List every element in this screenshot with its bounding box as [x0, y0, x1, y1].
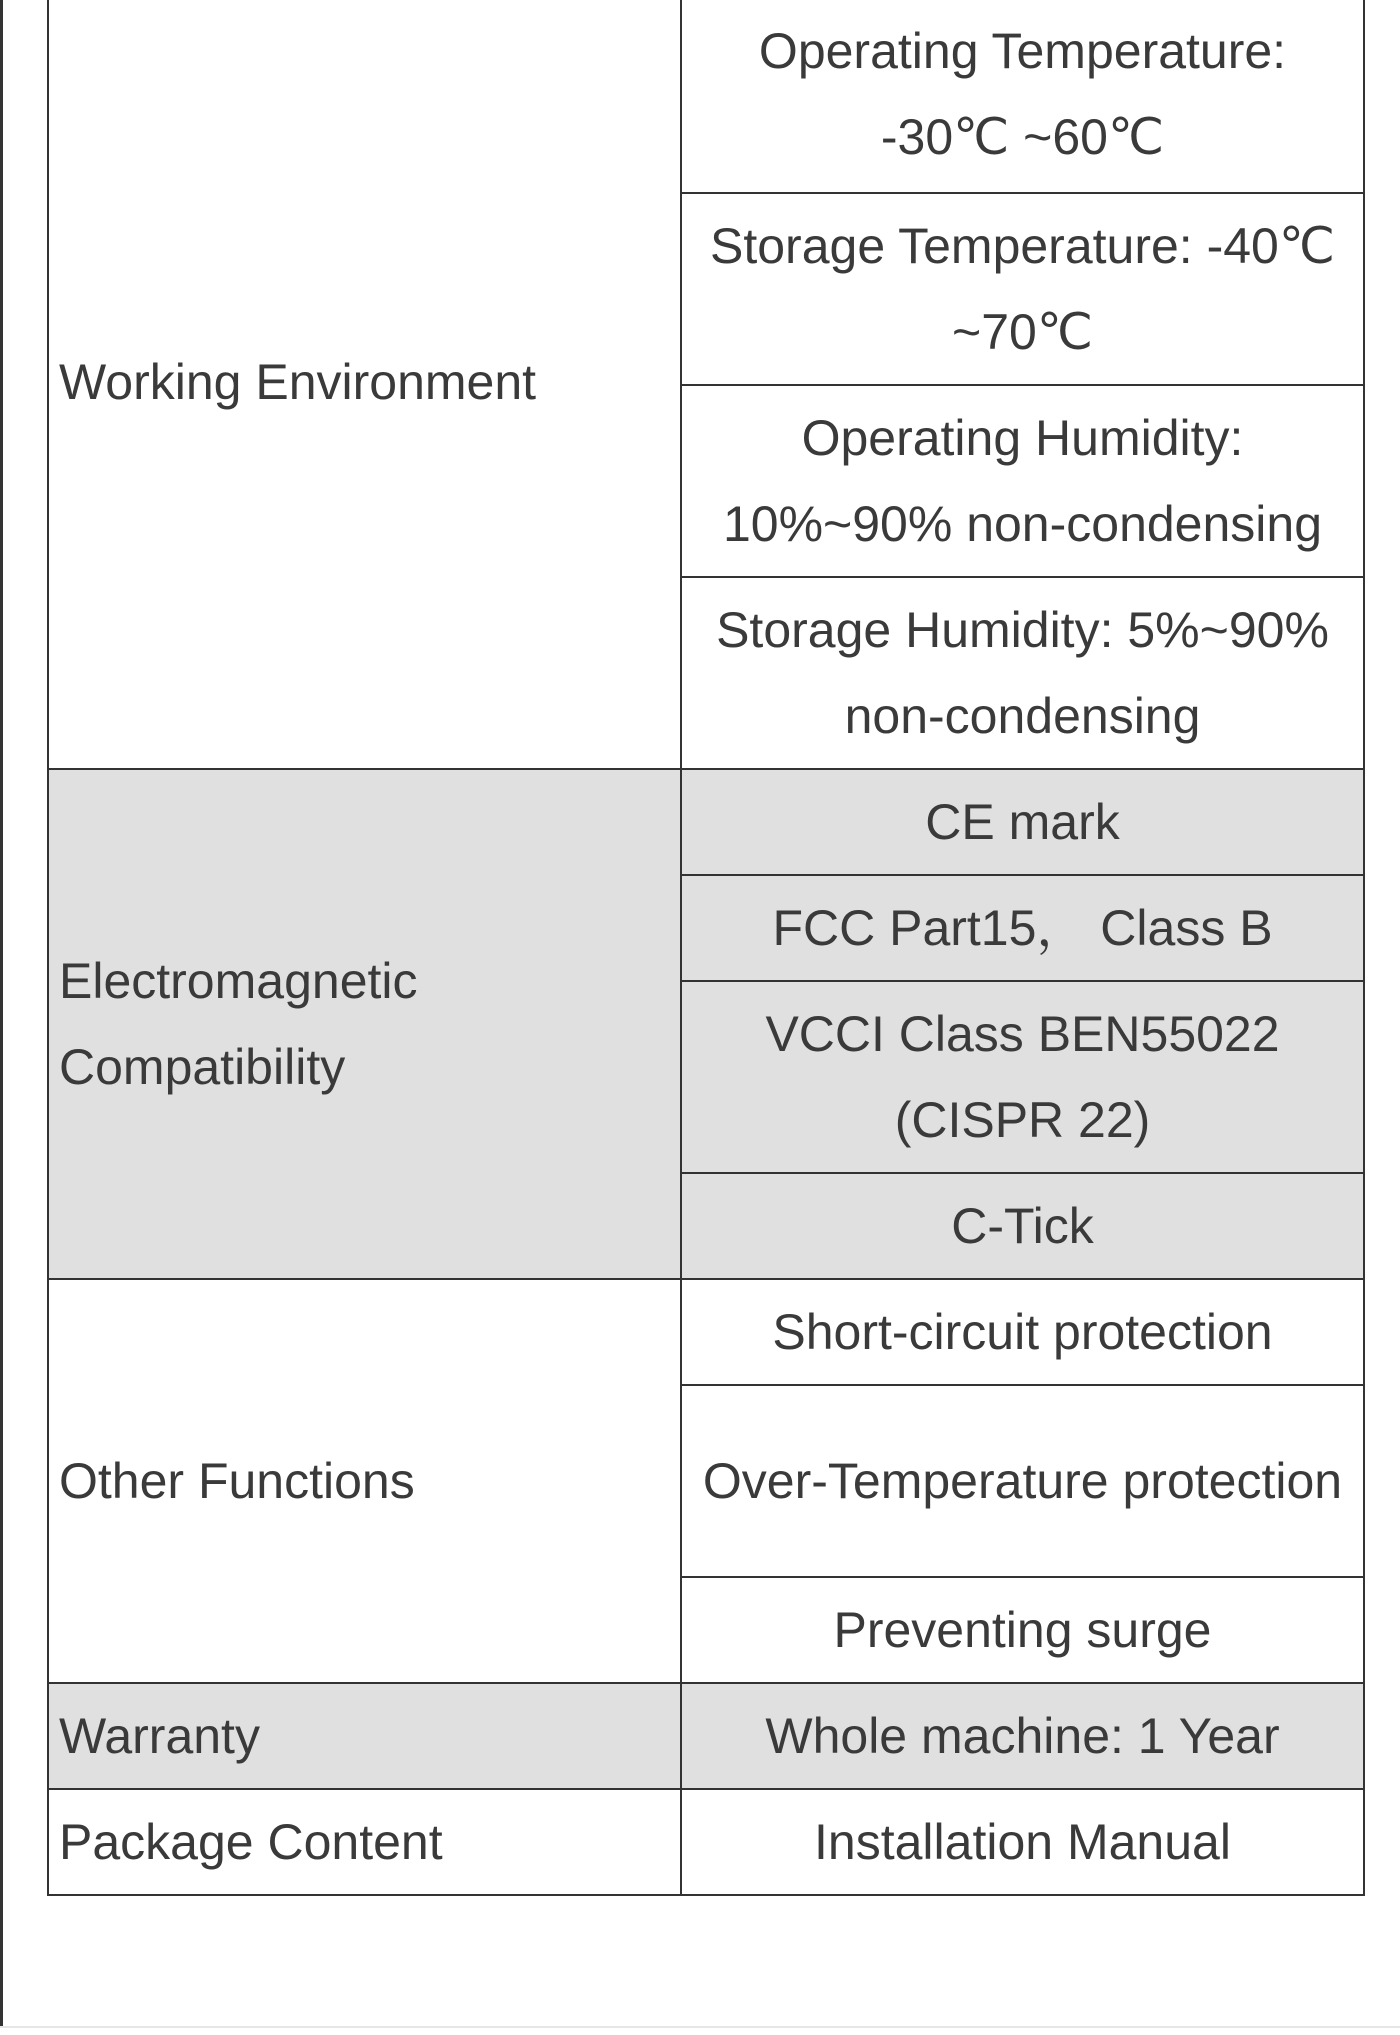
- spec-value-over-temperature: Over-Temperature protection: [681, 1385, 1364, 1577]
- spec-value-surge: Preventing surge: [681, 1577, 1364, 1683]
- spec-value-storage-temperature: Storage Temperature: -40℃ ~70℃: [681, 193, 1364, 385]
- row-label-working-environment: Working Environment: [48, 0, 681, 769]
- spec-value-package-content: Installation Manual: [681, 1789, 1364, 1895]
- row-label-other-functions: Other Functions: [48, 1279, 681, 1683]
- spec-value-fcc: FCC Part15， Class B: [681, 875, 1364, 981]
- page-bottom-divider: [0, 2026, 1400, 2028]
- table-row: [48, 769, 1364, 875]
- row-label-warranty: Warranty: [48, 1683, 681, 1789]
- spec-value-c-tick: C-Tick: [681, 1173, 1364, 1279]
- spec-value-storage-humidity: Storage Humidity: 5%~90% non-condensing: [681, 577, 1364, 769]
- spec-value-ce-mark: CE mark: [681, 769, 1364, 875]
- row-label-electromagnetic-compatibility: Electromagnetic Compatibility: [48, 769, 681, 1279]
- row-label-package-content: Package Content: [48, 1789, 681, 1895]
- spec-value-short-circuit: Short-circuit protection: [681, 1279, 1364, 1385]
- page-left-border: [0, 0, 3, 2026]
- spec-value-operating-humidity: Operating Humidity: 10%~90% non-condensing: [681, 385, 1364, 577]
- table-row: [48, 1683, 1364, 1789]
- spec-value-operating-temperature: Operating Temperature: -30℃ ~60℃: [681, 0, 1364, 193]
- spec-value-vcci: VCCI Class BEN55022 (CISPR 22): [681, 981, 1364, 1173]
- table-row: [48, 1789, 1364, 1895]
- table-row: [48, 0, 1364, 193]
- spec-value-warranty: Whole machine: 1 Year: [681, 1683, 1364, 1789]
- table-row: [48, 1279, 1364, 1385]
- specification-table: [47, 0, 1365, 1896]
